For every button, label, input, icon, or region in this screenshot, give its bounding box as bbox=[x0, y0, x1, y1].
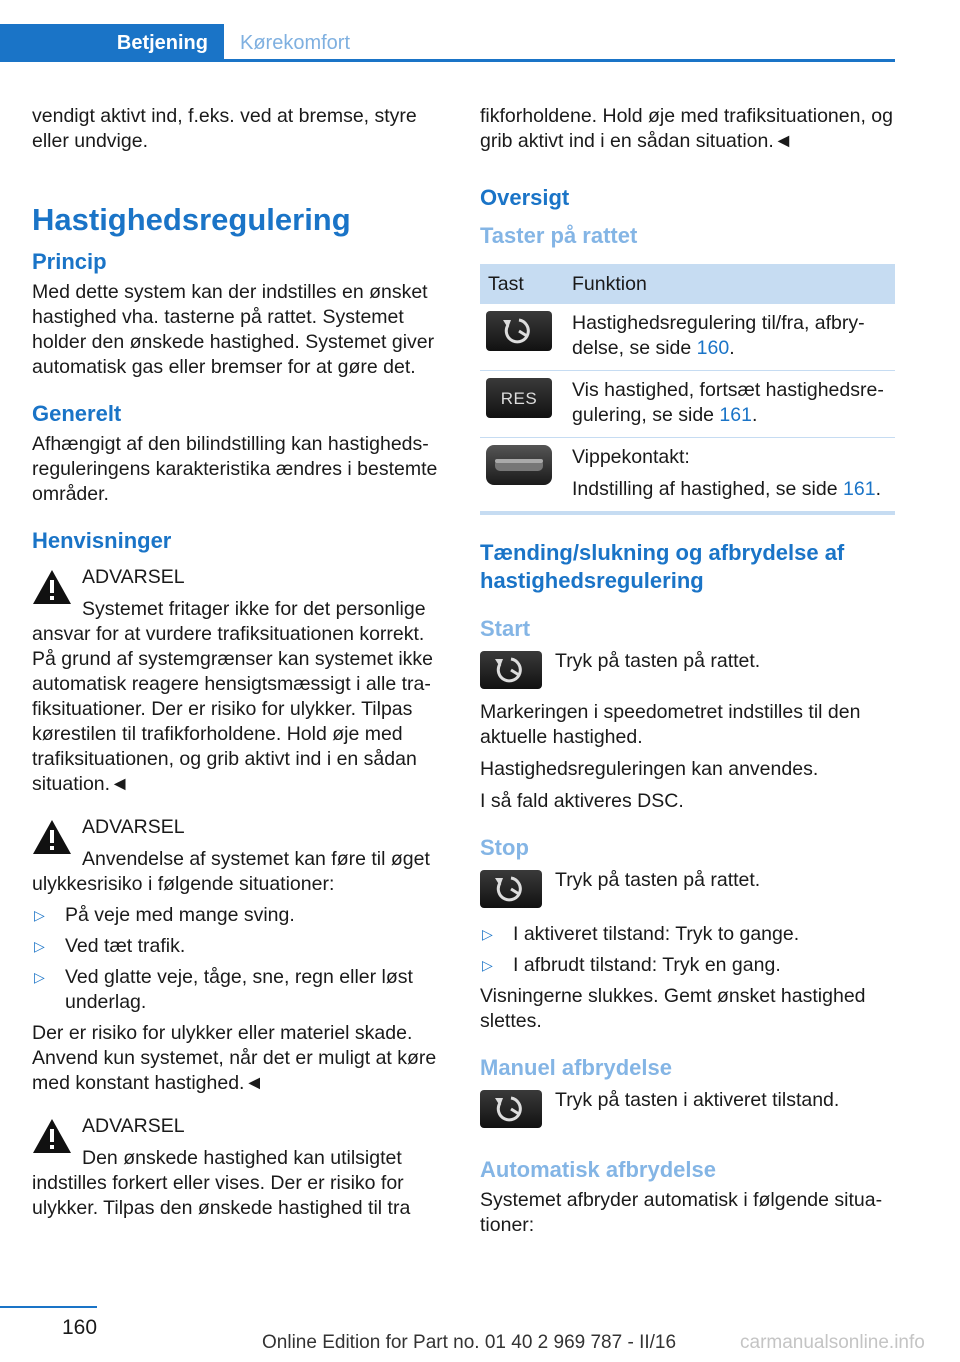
auto-heading: Automatisk afbrydelse bbox=[480, 1157, 716, 1182]
key-cell bbox=[480, 304, 564, 371]
cruise-control-key-icon bbox=[480, 651, 542, 689]
list-item-text: Ved tæt trafik. bbox=[65, 935, 186, 957]
warning-title: ADVARSEL bbox=[82, 816, 185, 838]
generelt-text: Afhængigt af den bilindstilling kan hastighedsreguleringens karakteristika ændres i bestemte områder. bbox=[32, 433, 438, 505]
table-row bbox=[480, 438, 895, 514]
period: . bbox=[729, 337, 735, 359]
list-item-text: På veje med mange sving. bbox=[65, 904, 295, 926]
intro-text: vendigt aktivt ind, f.eks. ved at bremse, styre eller undvige. bbox=[32, 105, 417, 152]
cruise-control-key-icon bbox=[480, 1090, 542, 1128]
function-text-line bbox=[572, 477, 887, 502]
warning-block-3 bbox=[32, 1114, 446, 1221]
list-item-text: I afbrudt tilstand: Tryk en gang. bbox=[513, 954, 781, 976]
manuel-instruction-text: Tryk på tasten i aktiveret tilstand. bbox=[555, 1089, 840, 1111]
stop-instruction-text: Tryk på tasten på rattet. bbox=[555, 869, 761, 891]
tab-korekomfort-label: Kørekomfort bbox=[240, 31, 351, 54]
res-key-label: RES bbox=[500, 388, 538, 408]
oversigt-heading: Oversigt bbox=[480, 185, 570, 210]
period: . bbox=[875, 478, 881, 500]
stop-after-text: Visningerne slukkes. Gemt ønsket hastighed slettes. bbox=[480, 985, 866, 1032]
col-header-funktion: Funktion bbox=[564, 264, 895, 304]
start-text-3: I så fald aktiveres DSC. bbox=[480, 790, 684, 812]
tab-korekomfort[interactable] bbox=[240, 24, 350, 62]
warning-triangle-icon bbox=[32, 1118, 72, 1154]
table-header-row bbox=[480, 264, 895, 304]
manuel-heading: Manuel afbrydelse bbox=[480, 1055, 672, 1080]
warning-triangle-icon bbox=[32, 819, 72, 855]
edition-text: Online Edition for Part no. 01 40 2 969 787 - II/16 bbox=[262, 1332, 677, 1353]
keys-table bbox=[480, 264, 895, 515]
list-item-text: Ved glatte veje, tåge, sne, regn eller løst underlag. bbox=[65, 966, 413, 1013]
list-item bbox=[32, 934, 446, 959]
warning-text: Systemet fritager ikke for det personlige ansvar for at vurdere trafiksituationen korrekt. På grund af systemgrænser kan systemet ikke automatisk reagere hensigtsmæssigt i alle trafiksituationer. Der er risiko for ulykker. Tilpas kørestilen til trafikforholdene. Hold øje med trafiksituationen, og grib aktivt ind i en sådan situation.◄ bbox=[32, 598, 433, 795]
start-text-1: Markeringen i speedometret indstilles til den aktuelle hastighed. bbox=[480, 701, 861, 748]
warning-text: Den ønskede hastighed kan utilsigtet indstilles forkert eller vises. Der er risiko for ulykker. Tilpas den ønskede hastighed til tra bbox=[32, 1147, 411, 1219]
function-cell bbox=[564, 371, 895, 438]
bullet-triangle-icon: ▷ bbox=[482, 926, 493, 942]
generelt-heading: Generelt bbox=[32, 401, 122, 426]
tab-betjening-label: Betjening bbox=[116, 31, 208, 54]
warning-block-2 bbox=[32, 815, 446, 1096]
chapter-header bbox=[0, 24, 895, 62]
col-header-tast: Tast bbox=[480, 264, 564, 304]
page-number: 160 bbox=[62, 1316, 98, 1339]
function-text: Vis hastighed, fortsæt hastighedsregulering, se side bbox=[572, 379, 884, 426]
cruise-control-key-icon bbox=[480, 870, 542, 908]
page-link[interactable]: 160 bbox=[696, 337, 730, 359]
key-cell bbox=[480, 438, 564, 514]
stop-list bbox=[480, 922, 895, 978]
cruise-control-key-icon bbox=[486, 311, 552, 351]
left-column bbox=[32, 104, 446, 1221]
taster-heading: Taster på rattet bbox=[480, 223, 638, 248]
princip-text: Med dette system kan der indstilles en ønsket hastighed vha. tasterne på rattet. Systemet holder den ønskede hastighed. Systemet giver automatisk gas eller bremser for at gøre det. bbox=[32, 281, 435, 378]
warning-title: ADVARSEL bbox=[82, 1115, 185, 1137]
list-item-text: I aktiveret tilstand: Tryk to gange. bbox=[513, 923, 800, 945]
page-link[interactable]: 161 bbox=[843, 478, 876, 500]
period: . bbox=[751, 404, 758, 426]
manuel-instruction bbox=[480, 1088, 895, 1132]
bullet-triangle-icon: ▷ bbox=[34, 938, 45, 954]
princip-heading: Princip bbox=[32, 249, 107, 274]
page-link[interactable]: 161 bbox=[719, 404, 752, 426]
function-title: Vippekontakt: bbox=[572, 446, 690, 468]
bullet-triangle-icon: ▷ bbox=[482, 957, 493, 973]
start-text-2: Hastighedsreguleringen kan anvendes. bbox=[480, 758, 819, 780]
start-instruction bbox=[480, 649, 895, 693]
warning-after-text: Der er risiko for ulykker eller materiel skade. Anvend kun systemet, når det er muligt at køre med konstant hastighed.◄ bbox=[32, 1022, 437, 1094]
function-cell bbox=[564, 438, 895, 514]
list-item bbox=[480, 922, 895, 947]
tab-betjening[interactable] bbox=[0, 24, 224, 62]
function-cell bbox=[564, 304, 895, 371]
stop-heading: Stop bbox=[480, 835, 529, 860]
watermark: carmanualsonline.info bbox=[740, 1332, 925, 1353]
function-text: Hastighedsregulering til/fra, afbrydelse, se side bbox=[572, 312, 865, 359]
warning-block-1 bbox=[32, 565, 446, 797]
bullet-triangle-icon: ▷ bbox=[34, 907, 45, 923]
henvisninger-heading: Henvisninger bbox=[32, 528, 172, 553]
warning-list bbox=[32, 903, 446, 1015]
list-item bbox=[32, 965, 446, 1015]
auto-text: Systemet afbryder automatisk i følgende situationer: bbox=[480, 1189, 883, 1236]
function-text: Indstilling af hastighed, se side bbox=[572, 478, 844, 500]
start-instruction-text: Tryk på tasten på rattet. bbox=[555, 650, 761, 672]
list-item bbox=[32, 903, 446, 928]
key-cell bbox=[480, 371, 564, 438]
taending-heading: Tænding/slukning og afbrydelse af hastighedsregulering bbox=[480, 540, 845, 593]
right-column bbox=[480, 104, 895, 1238]
list-item bbox=[480, 953, 895, 978]
section-title: Hastighedsregulering bbox=[32, 202, 351, 237]
footer-divider bbox=[0, 1306, 97, 1308]
res-key-icon bbox=[486, 378, 552, 418]
table-row bbox=[480, 371, 895, 438]
rocker-switch-icon bbox=[486, 445, 552, 485]
warning-text: Anvendelse af systemet kan føre til øget ulykkesrisiko i følgende situationer: bbox=[32, 848, 430, 895]
warning-triangle-icon bbox=[32, 569, 72, 605]
table-row bbox=[480, 304, 895, 371]
warning-title: ADVARSEL bbox=[82, 566, 185, 588]
continued-text: fikforholdene. Hold øje med trafiksituationen, og grib aktivt ind i en sådan situation.◄ bbox=[480, 105, 893, 152]
stop-instruction bbox=[480, 868, 895, 912]
bullet-triangle-icon: ▷ bbox=[34, 969, 45, 985]
start-heading: Start bbox=[480, 616, 531, 641]
